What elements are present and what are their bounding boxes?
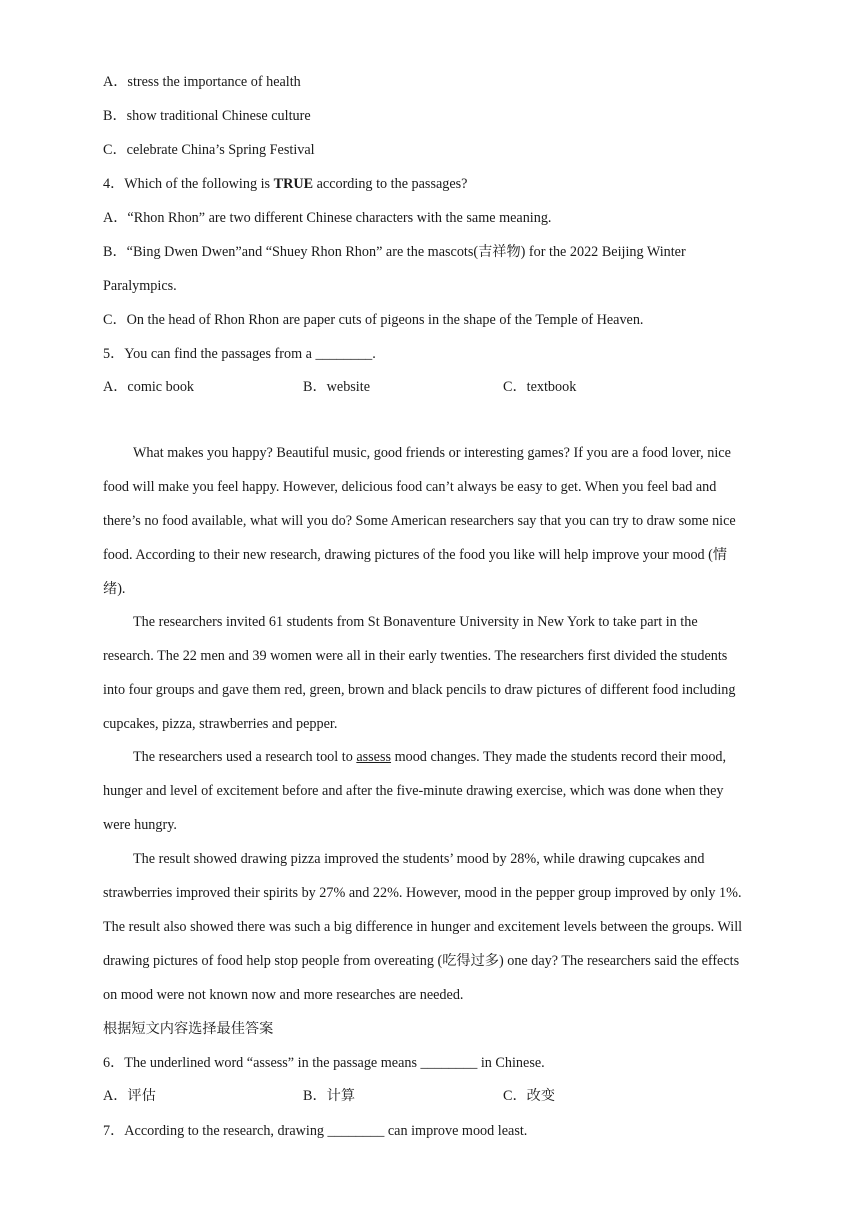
q4-option-c: C．On the head of Rhon Rhon are paper cuts of pigeons in the shape of the Temple of Heaven. [103,312,644,328]
q3-option-c: C．celebrate China’s Spring Festival [103,142,315,158]
q5-option-b: B．website [303,379,370,395]
q6-stem: 6．The underlined word “assess” in the passage means ________ in Chinese. [103,1055,545,1071]
q4-option-b-continued: Paralympics. [103,278,177,294]
q7-stem: 7．According to the research, drawing ________ can improve mood least. [103,1123,528,1139]
passage-paragraph-3: The researchers used a research tool to assess mood changes. They made the students record their mood, hunger and level of excitement before and after the five-minute drawing exercise, which was done when they were hungry. [103,749,727,833]
underlined-word-assess: assess [356,749,392,765]
q6-option-a: A．评估 [103,1088,156,1104]
q6-option-c: C．改变 [503,1088,556,1104]
q5-option-a: A．comic book [103,379,195,395]
passage-paragraph-4: The result showed drawing pizza improved the students’ mood by 28%, while drawing cupcakes and strawberries improved their spirits by 27% and 22%. However, mood in the pepper group improved by only 1%. The result also showed there was such a big difference in hunger and excitement levels between the groups. Will drawing pictures of food help stop people from overeating (吃得过多) one day? The researchers said the effects on mood were not known now and more researches are needed. [103,851,743,1003]
instruction-text: 根据短文内容选择最佳答案 [103,1021,274,1037]
q6-option-b: B．计算 [303,1088,356,1104]
q4-option-b: B．“Bing Dwen Dwen”and “Shuey Rhon Rhon” are the mascots(吉祥物) for the 2022 Beijing Winter [103,244,686,260]
q4-stem: 4．Which of the following is TRUE according to the passages? [103,176,468,192]
q3-option-b: B．show traditional Chinese culture [103,108,311,124]
q5-stem: 5．You can find the passages from a ________. [103,346,376,362]
q4-option-a: A．“Rhon Rhon” are two different Chinese characters with the same meaning. [103,210,552,226]
q3-option-a: A．stress the importance of health [103,74,301,90]
passage-paragraph-1: What makes you happy? Beautiful music, good friends or interesting games? If you are a food lover, nice food will make you feel happy. However, delicious food can’t always be easy to get. When you feel bad and there’s no food available, what will you do? Some American researchers say that you can try to draw some nice food. According to their new research, drawing pictures of the food you like will help improve your mood (情绪). [103,445,736,597]
passage-paragraph-2: The researchers invited 61 students from St Bonaventure University in New York to take part in the research. The 22 men and 39 women were all in their early twenties. The researchers first divided the students into four groups and gave them red, green, brown and black pencils to draw pictures of different food including cupcakes, pizza, strawberries and pepper. [103,614,736,732]
q5-option-c: C．textbook [503,379,577,395]
